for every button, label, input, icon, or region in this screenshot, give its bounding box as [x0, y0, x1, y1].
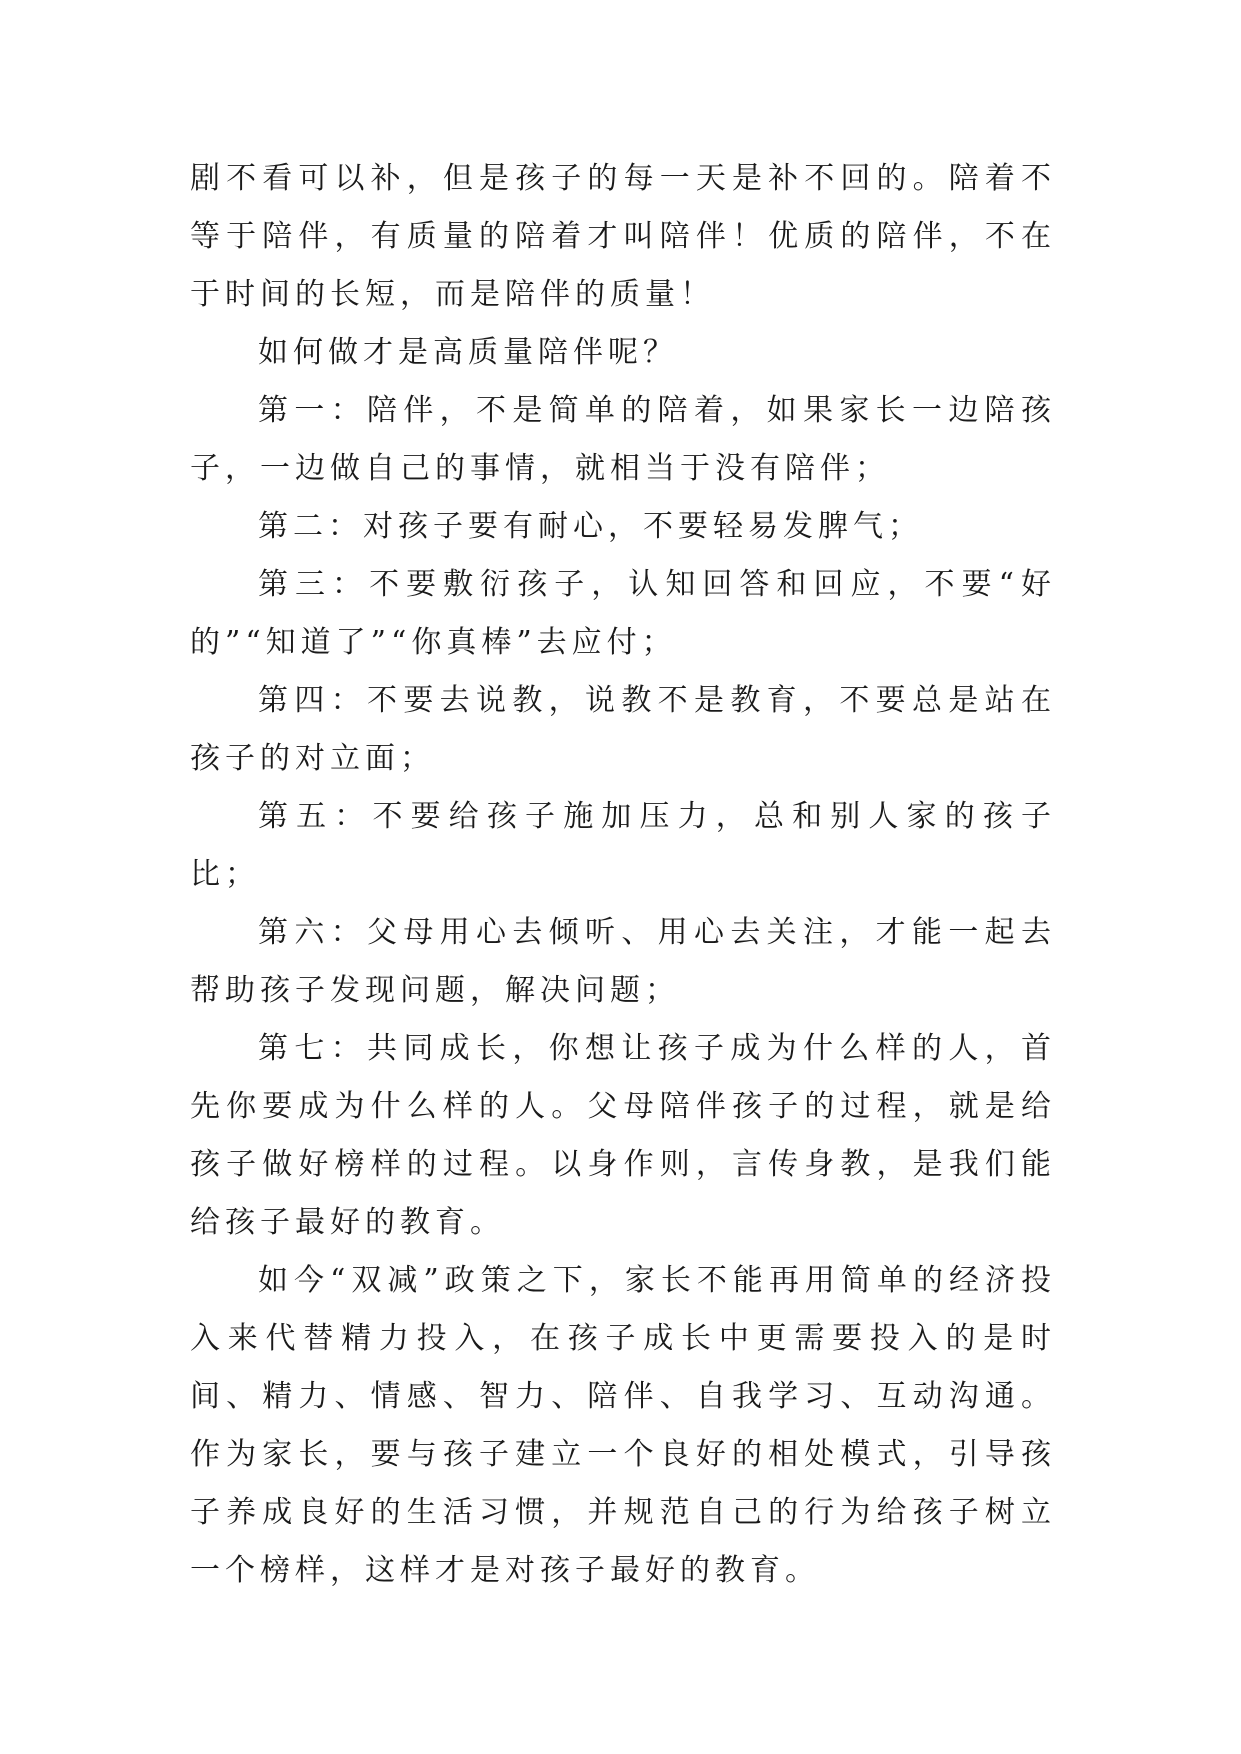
- paragraph-conclusion: 如今“双减”政策之下，家长不能再用简单的经济投入来代替精力投入，在孩子成长中更需要投入的是时间、精力、情感、智力、陪伴、自我学习、互动沟通。作为家长，要与孩子建立一个良好的相处模式，引导孩子养成良好的生活习惯，并规范自己的行为给孩子树立一个榜样，这样才是对孩子最好的教育。: [190, 1263, 1056, 1588]
- paragraph-point-6: 第六：父母用心去倾听、用心去关注，才能一起去帮助孩子发现问题，解决问题；: [190, 915, 1056, 1008]
- paragraph-point-7: 第七：共同成长，你想让孩子成为什么样的人，首先你要成为什么样的人。父母陪伴孩子的过程，就是给孩子做好榜样的过程。以身作则，言传身教，是我们能给孩子最好的教育。: [190, 1031, 1056, 1240]
- paragraph-question: 如何做才是高质量陪伴呢？: [258, 335, 678, 370]
- paragraph-point-3: 第三：不要敷衍孩子，认知回答和回应，不要“好的”“知道了”“你真棒”去应付；: [190, 567, 1056, 660]
- paragraph-point-5: 第五：不要给孩子施加压力，总和别人家的孩子比；: [190, 799, 1056, 892]
- document-body: [190, 150, 1056, 1600]
- paragraph-point-2: 第二：对孩子要有耐心，不要轻易发脾气；: [258, 509, 923, 544]
- paragraph-point-1: 第一：陪伴，不是简单的陪着，如果家长一边陪孩子，一边做自己的事情，就相当于没有陪伴；: [190, 393, 1056, 486]
- paragraph-intro: 剧不看可以补，但是孩子的每一天是补不回的。陪着不等于陪伴，有质量的陪着才叫陪伴！优质的陪伴，不在于时间的长短，而是陪伴的质量！: [190, 161, 1056, 312]
- paragraph-point-4: 第四：不要去说教，说教不是教育，不要总是站在孩子的对立面；: [190, 683, 1056, 776]
